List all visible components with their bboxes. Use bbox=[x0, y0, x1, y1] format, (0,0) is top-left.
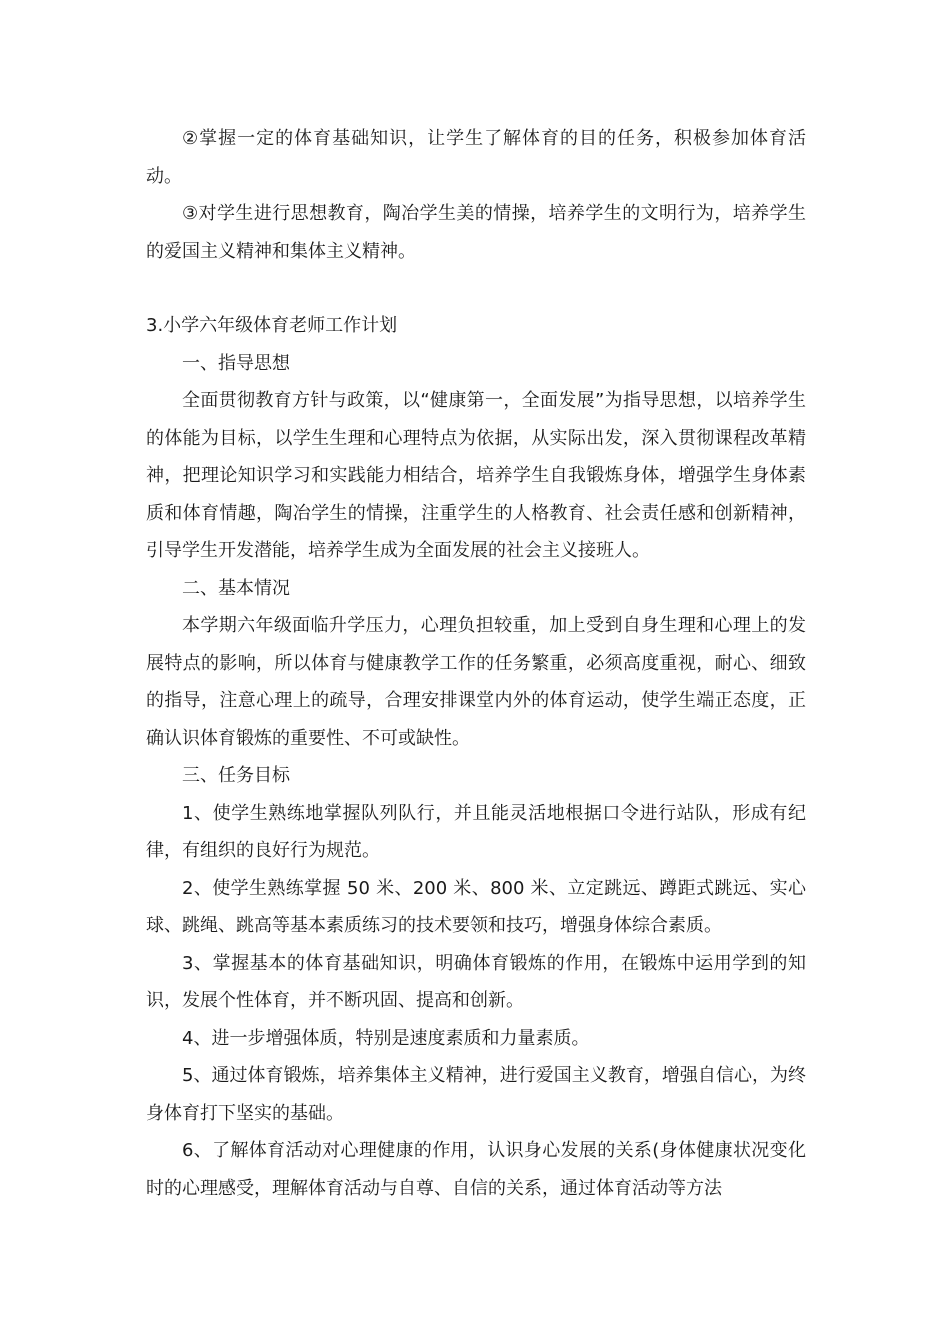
goal-item-1: 1、使学生熟练地掌握队列队行，并且能灵活地根据口令进行站队，形成有纪律，有组织的良好行为规范。 bbox=[146, 802, 806, 861]
paragraph-item-2: ②掌握一定的体育基础知识，让学生了解体育的目的任务，积极参加体育活动。 bbox=[146, 128, 806, 187]
section-title: 3.小学六年级体育老师工作计划 bbox=[146, 315, 398, 336]
goal-item-2: 2、使学生熟练掌握 50 米、200 米、800 米、立定跳远、蹲距式跳远、实心球、跳绳、跳高等基本素质练习的技术要领和技巧，增强身体综合素质。 bbox=[146, 877, 806, 936]
heading-task-goals: 三、任务目标 bbox=[182, 765, 290, 786]
heading-guiding-ideology: 一、指导思想 bbox=[182, 352, 290, 374]
goal-item-5: 5、通过体育锻炼，培养集体主义精神，进行爱国主义教育，增强自信心，为终身体育打下坚实的基础。 bbox=[146, 1065, 806, 1124]
paragraph-guiding-ideology: 全面贯彻教育方针与政策，以“健康第一，全面发展”为指导思想，以培养学生的体能为目标，以学生生理和心理特点为依据，从实际出发，深入贯彻课程改革精神，把理论知识学习和实践能力相结合，培养学生自我锻炼身体，增强学生身体素质和体育情趣，陶冶学生的情操，注重学生的人格教育、社会责任感和创新精神，引导学生开发潜能，培养学生成为全面发展的社会主义接班人。 bbox=[146, 390, 806, 561]
paragraph-basic-situation: 本学期六年级面临升学压力，心理负担较重，加上受到自身生理和心理上的发展特点的影响，所以体育与健康教学工作的任务繁重，必须高度重视，耐心、细致的指导，注意心理上的疏导，合理安排课堂内外的体育运动，使学生端正态度，正确认识体育锻炼的重要性、不可或缺性。 bbox=[146, 615, 806, 749]
document-page bbox=[146, 120, 806, 1207]
heading-basic-situation: 二、基本情况 bbox=[182, 577, 290, 599]
goal-item-6: 6、了解体育活动对心理健康的作用，认识身心发展的关系(身体健康状况变化时的心理感受，理解体育活动与自尊、自信的关系，通过体育活动等方法 bbox=[146, 1140, 806, 1199]
goal-item-3: 3、掌握基本的体育基础知识，明确体育锻炼的作用，在锻炼中运用学到的知识，发展个性体育，并不断巩固、提高和创新。 bbox=[146, 952, 806, 1011]
goal-item-4: 4、进一步增强体质，特别是速度素质和力量素质。 bbox=[182, 1027, 590, 1049]
paragraph-item-3: ③对学生进行思想教育，陶冶学生美的情操，培养学生的文明行为，培养学生的爱国主义精神和集体主义精神。 bbox=[146, 203, 806, 262]
section-spacer bbox=[146, 270, 806, 307]
